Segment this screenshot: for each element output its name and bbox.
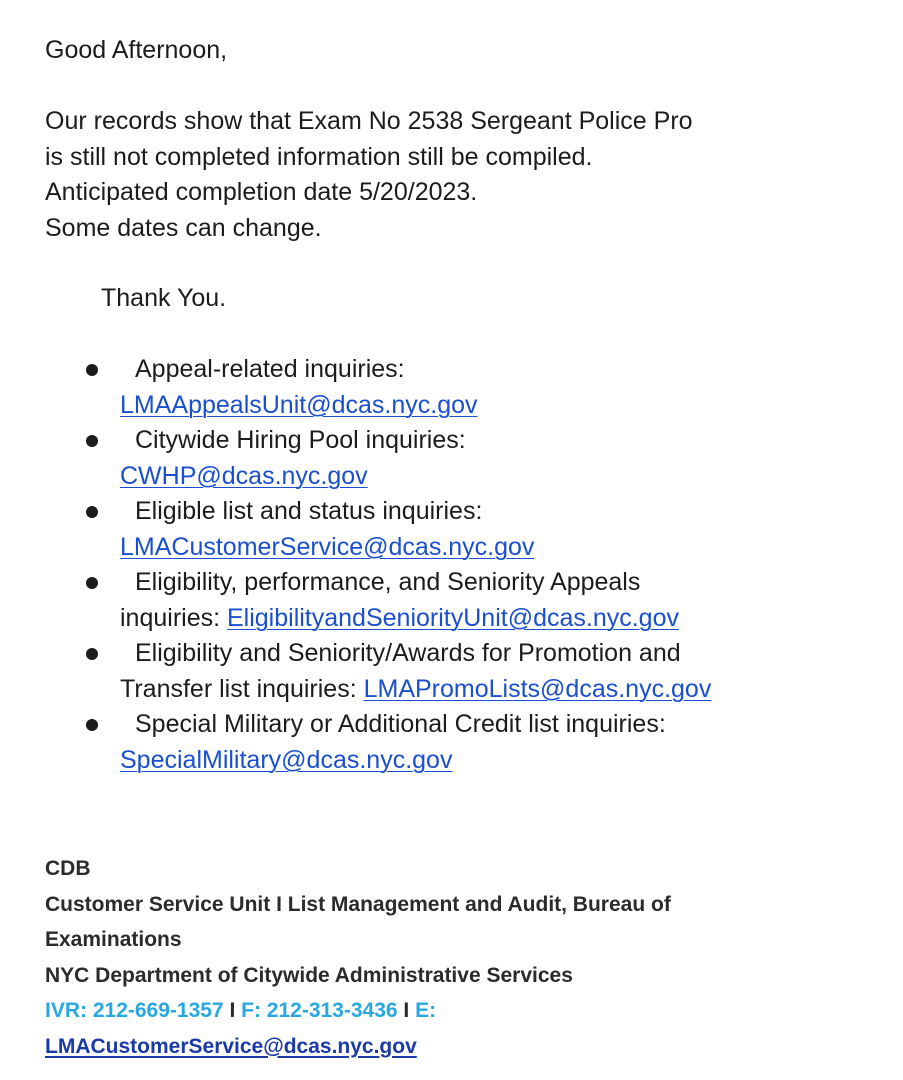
signature-unit: Customer Service Unit I List Management and Audit, Bureau of — [45, 892, 671, 916]
inquiry-label: Special Military or Additional Credit list inquiries: — [135, 710, 666, 738]
separator: I — [397, 999, 416, 1022]
signature-department: NYC Department of Citywide Administrative Services — [45, 963, 573, 987]
signature-unit-cont: Examinations — [45, 928, 182, 951]
bullet-icon — [86, 577, 98, 589]
signature-block — [45, 851, 671, 1064]
seniority-unit-email-link[interactable]: EligibilityandSeniorityUnit@dcas.nyc.gov — [227, 603, 679, 632]
email-label: E: — [415, 999, 437, 1022]
inquiry-prefix: inquiries: — [120, 603, 227, 632]
message-line: Anticipated completion date 5/20/2023. — [45, 178, 478, 206]
list-item — [0, 565, 903, 636]
list-item — [0, 636, 903, 707]
fax-number: F: 212-313-3436 — [241, 999, 398, 1022]
promo-lists-email-link[interactable]: LMAPromoLists@dcas.nyc.gov — [363, 674, 712, 703]
signature-email-link[interactable]: LMACustomerService@dcas.nyc.gov — [45, 1034, 417, 1058]
ivr-number: IVR: 212-669-1357 — [45, 999, 224, 1022]
signature-initials: CDB — [45, 857, 91, 880]
thanks-line: Thank You. — [101, 284, 227, 312]
message-body — [45, 104, 693, 246]
message-line: Our records show that Exam No 2538 Sergeant Police Pro — [45, 107, 693, 135]
signature-contact — [45, 993, 671, 1029]
list-item — [0, 707, 903, 778]
inquiry-label: Appeal-related inquiries: — [135, 355, 405, 383]
bullet-icon — [86, 506, 98, 518]
list-item — [0, 494, 903, 565]
customer-service-email-link[interactable]: LMACustomerService@dcas.nyc.gov — [120, 532, 535, 561]
separator: I — [223, 999, 242, 1022]
bullet-icon — [86, 648, 98, 660]
bullet-icon — [86, 435, 98, 447]
bullet-icon — [86, 719, 98, 731]
inquiry-label: Eligibility and Seniority/Awards for Promotion and — [135, 639, 681, 667]
inquiry-list — [0, 352, 903, 778]
greeting: Good Afternoon, — [45, 36, 228, 64]
message-line: Some dates can change. — [45, 213, 322, 242]
inquiry-label: Citywide Hiring Pool inquiries: — [135, 426, 466, 454]
inquiry-prefix: Transfer list inquiries: — [120, 674, 364, 703]
bullet-icon — [86, 364, 98, 376]
special-military-email-link[interactable]: SpecialMilitary@dcas.nyc.gov — [120, 745, 453, 774]
message-line: is still not completed information still be compiled. — [45, 142, 593, 171]
list-item — [0, 352, 903, 423]
list-item — [0, 423, 903, 494]
cwhp-email-link[interactable]: CWHP@dcas.nyc.gov — [120, 461, 368, 490]
inquiry-label: Eligibility, performance, and Seniority Appeals — [135, 568, 641, 596]
inquiry-label: Eligible list and status inquiries: — [135, 497, 483, 525]
appeals-email-link[interactable]: LMAAppealsUnit@dcas.nyc.gov — [120, 390, 478, 419]
